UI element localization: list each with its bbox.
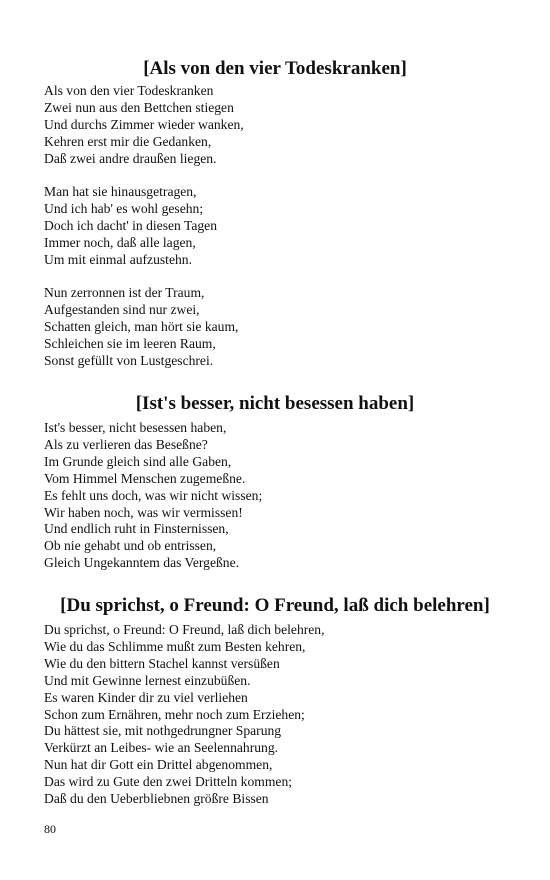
verse-line: Sonst gefüllt von Lustgeschrei. bbox=[44, 352, 214, 368]
verse-line: Und endlich ruht in Finsternissen, bbox=[44, 521, 229, 537]
verse-line: Gleich Ungekanntem das Vergeßne. bbox=[44, 555, 240, 571]
verse-line: Wie du den bittern Stachel kannst versüßen bbox=[44, 655, 280, 671]
verse-line: Nun zerronnen ist der Traum, bbox=[44, 285, 205, 300]
verse-line: Zwei nun aus den Bettchen stiegen bbox=[44, 99, 234, 115]
verse-line: Wir haben noch, was wir vermissen! bbox=[44, 504, 243, 520]
verse-line: Daß du den Ueberbliebnen größre Bissen bbox=[44, 791, 269, 807]
verse-line: Um mit einmal aufzustehn. bbox=[44, 251, 192, 267]
verse-line: Und mit Gewinne lernest einzubüßen. bbox=[44, 672, 251, 688]
verse-line: Daß zwei andre draußen liegen. bbox=[44, 150, 217, 166]
verse-line: Schon zum Ernähren, mehr noch zum Erziehen; bbox=[44, 706, 305, 722]
verse-line: Vom Himmel Menschen zugemeßne. bbox=[44, 470, 246, 486]
verse-line: Kehren erst mir die Gedanken, bbox=[44, 133, 212, 149]
verse-line: Ist's besser, nicht besessen haben, bbox=[44, 420, 227, 435]
verse-line: Du hättest sie, mit nothgedrungner Sparung bbox=[44, 723, 282, 739]
verse-line: Und ich hab' es wohl gesehn; bbox=[44, 200, 204, 216]
verse-line: Nun hat dir Gott ein Drittel abgenommen, bbox=[44, 757, 273, 773]
verse-line: Aufgestanden sind nur zwei, bbox=[44, 301, 200, 317]
verse-line: Im Grunde gleich sind alle Gaben, bbox=[44, 453, 232, 469]
page-number: 80 bbox=[44, 822, 56, 836]
verse-line: Wie du das Schlimme mußt zum Besten kehren, bbox=[44, 638, 306, 654]
verse-line: Als zu verlieren das Beseßne? bbox=[44, 436, 208, 452]
poem-1-stanza-1 bbox=[44, 83, 244, 168]
verse-line: Ob nie gehabt und ob entrissen, bbox=[44, 538, 217, 554]
verse-line: Es waren Kinder dir zu viel verliehen bbox=[44, 689, 248, 705]
verse-line: Doch ich dacht' in diesen Tagen bbox=[44, 217, 218, 233]
verse-line: Du sprichst, o Freund: O Freund, laß dich belehren, bbox=[44, 622, 325, 637]
poem-title-besser-nicht-besessen: [Ist's besser, nicht besessen haben] bbox=[135, 393, 415, 414]
verse-line: Schleichen sie im leeren Raum, bbox=[44, 335, 216, 351]
poem-1-stanza-2 bbox=[44, 184, 217, 269]
poem-title-todeskranken: [Als von den vier Todeskranken] bbox=[143, 58, 407, 79]
verse-line: Das wird zu Gute den zwei Dritteln kommen; bbox=[44, 774, 293, 790]
poem-3-stanza-1 bbox=[44, 622, 325, 808]
verse-line: Es fehlt uns doch, was wir nicht wissen; bbox=[44, 487, 263, 503]
verse-line: Immer noch, daß alle lagen, bbox=[44, 234, 196, 250]
poem-title-du-sprichst: [Du sprichst, o Freund: O Freund, laß dich belehren] bbox=[60, 595, 490, 616]
verse-line: Man hat sie hinausgetragen, bbox=[44, 184, 197, 199]
poem-2-stanza-1 bbox=[44, 420, 262, 572]
verse-line: Schatten gleich, man hört sie kaum, bbox=[44, 318, 239, 334]
poem-1-stanza-3 bbox=[44, 285, 238, 370]
verse-line: Als von den vier Todeskranken bbox=[44, 83, 214, 98]
verse-line: Und durchs Zimmer wieder wanken, bbox=[44, 116, 244, 132]
verse-line: Verkürzt an Leibes- wie an Seelennahrung. bbox=[44, 740, 279, 756]
